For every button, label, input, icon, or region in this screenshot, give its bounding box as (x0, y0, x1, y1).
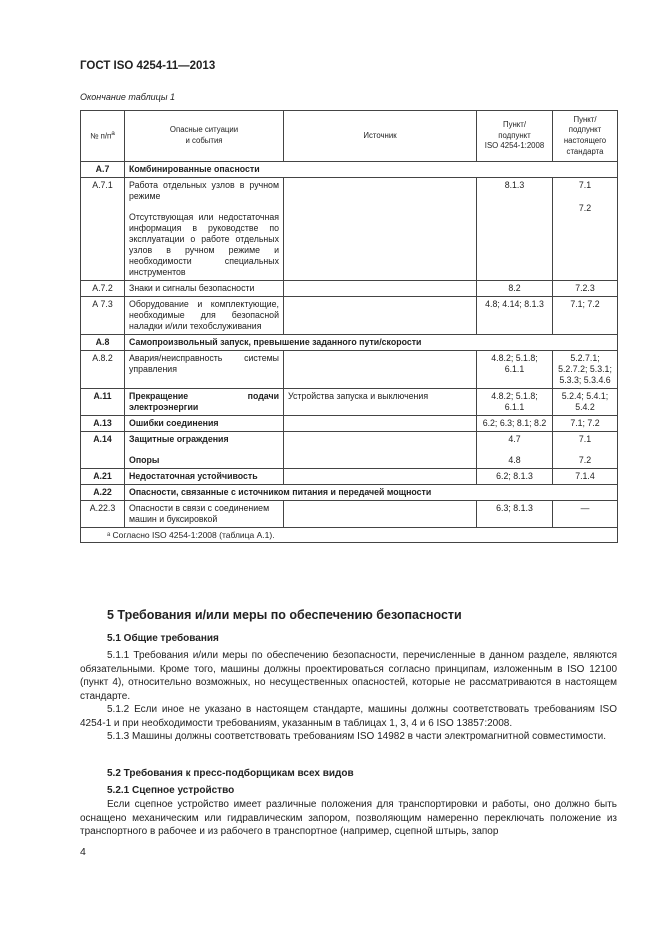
table-footnote-row (81, 527, 618, 543)
section-heading: 5 Требования и/или меры по обеспечению безопасности (107, 608, 462, 622)
paragraph: Если сцепное устройство имеет различные положения для транспортировки и работы, оно должно быть оснащено механическим или гидравлическим запором, позволяющим намеренно переключать положение из транспортного в рабочее и из рабочего в транспортное (например, сцепной штырь, запор (80, 799, 617, 837)
table-row: А.7.2 Знаки и сигналы безопасности 8.2 7.2.3 (81, 280, 618, 296)
header-source: Источник (284, 111, 477, 162)
hazards-table (80, 110, 618, 543)
table-row: А 7.3 Оборудование и комплектующие, необходимые для безопасной наладки и/или техобслуживания 4.8; 4.14; 8.1.3 7.1; 7.2 (81, 296, 618, 334)
page-number: 4 (80, 846, 86, 858)
subsection-heading: 5.2 Требования к пресс-подборщикам всех видов (107, 768, 354, 779)
table-row: А.7.1 Работа отдельных узлов в ручном режиме Отсутствующая или недостаточная информация в руководстве по эксплуатации о работе отдельных узлов в ручном режиме и необходимости специальных инструментов 8.1.3 7.1 7.2 (81, 177, 618, 280)
table-footnote: ᵃ Согласно ISO 4254-1:2008 (таблица А.1). (81, 527, 618, 543)
table-row: А.21 Недостаточная устойчивость 6.2; 8.1.3 7.1.4 (81, 468, 618, 484)
paragraph: 5.1.2 Если иное не указано в настоящем стандарте, машины должны соответствовать требованиям ISO 4254-1 и при необходимости требованиям, указанным в таблицах 1, 3, 4 и 6 ISO 13857:2008. (80, 704, 617, 729)
header-std-clause: Пункт/ подпункт настоящего стандарта (553, 111, 618, 162)
subsection-heading: 5.2.1 Сцепное устройство (107, 785, 235, 796)
table-row: А.13 Ошибки соединения 6.2; 6.3; 8.1; 8.2 7.1; 7.2 (81, 415, 618, 431)
table-header-row (81, 111, 618, 162)
table-row: А.8.2 Авария/неисправность системы управления 4.8.2; 5.1.8; 6.1.1 5.2.7.1; 5.2.7.2; 5.3.1; 5.3.3; 5.3.4.6 (81, 350, 618, 388)
header-hazards: Опасные ситуации и события (125, 111, 284, 162)
table-row: А.7 Комбинированные опасности (81, 162, 618, 178)
document-header: ГОСТ ISO 4254-11—2013 (80, 60, 216, 72)
table-row: А.8 Самопроизвольный запуск, превышение заданного пути/скорости (81, 334, 618, 350)
table-row: А.14 Защитные ограждения Опоры 4.7 4.8 7.1 7.2 (81, 431, 618, 468)
paragraph: 5.1.3 Машины должны соответствовать требованиям ISO 14982 в части электромагнитной совместимости. (107, 731, 607, 742)
paragraph: 5.1.1 Требования и/или меры по обеспечению безопасности, перечисленные в данном разделе, являются обязательными. Кроме того, машины должны проектироваться согласно принципам, изложенным в ISO 12100 (пункт 4), относительно возможных, но несущественных опасностей, которые не рассматриваются в настоящем стандарте. (80, 650, 617, 702)
table-row: А.22 Опасности, связанные с источником питания и передачей мощности (81, 484, 618, 500)
table-caption: Окончание таблицы 1 (80, 92, 175, 102)
table-row: А.22.3 Опасности в связи с соединением машин и буксировкой 6.3; 8.1.3 — (81, 500, 618, 527)
table-row: А.11 Прекращение подачи электроэнергии Устройства запуска и выключения 4.8.2; 5.1.8; 6.1.1 5.2.4; 5.4.1; 5.4.2 (81, 388, 618, 415)
header-number: № $п/п^а$ (81, 111, 125, 162)
header-iso-clause: Пункт/ подпункт ISO 4254-1:2008 (477, 111, 553, 162)
subsection-heading: 5.1 Общие требования (107, 633, 219, 644)
